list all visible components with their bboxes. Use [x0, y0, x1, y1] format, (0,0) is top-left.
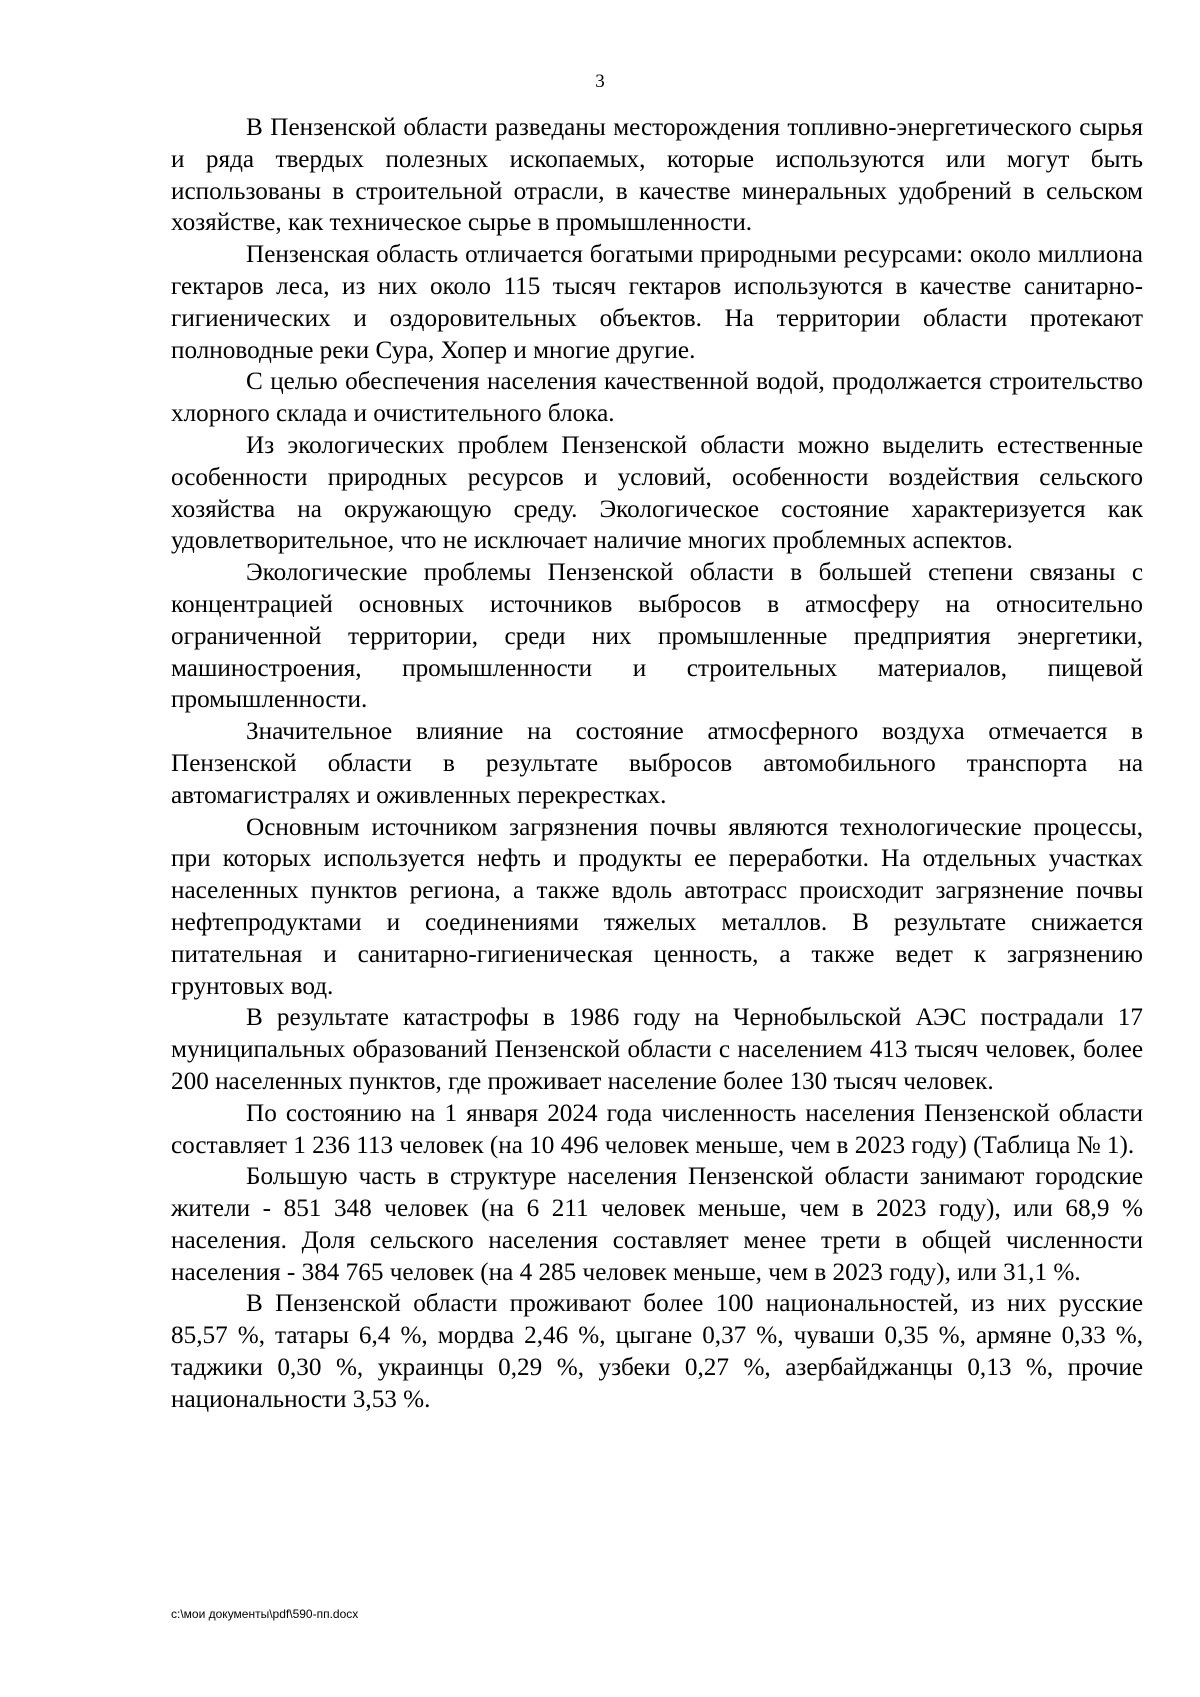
paragraph-natural-resources: Пензенская область отличается богатыми природными ресурсами: около миллиона гектаров леса, из них около 115 тысяч гектаров используются в качестве санитарно-гигиенических и оздоровительных объектов. На территории области протекают полноводные реки Сура, Хопер и многие другие.	[171, 241, 1143, 364]
paragraph-ecological-problems: Из экологических проблем Пензенской области можно выделить естественные особенности природных ресурсов и условий, особенности воздействия сельского хозяйства на окружающую среду. Экологическое состояние характеризуется как удовлетворительное, что не исключает наличие многих проблемных аспектов.	[171, 431, 1143, 555]
paragraph-nationalities: В Пензенской области проживают более 100 национальностей, из них русские 85,57 %, татары 6,4 %, мордва 2,46 %, цыгане 0,37 %, чуваши 0,35 %, армяне 0,33 %, таджики 0,30 %, украинцы 0,29 %, узбеки 0,27 %, азербайджанцы 0,13 %, прочие национальности 3,53 %.	[171, 1290, 1143, 1413]
paragraph-emission-sources: Экологические проблемы Пензенской области в большей степени связаны с концентрацией основных источников выбросов в атмосферу на относительно ограниченной территории, среди них промышленные предприятия энергетики, машиностроения, промышленности и строительных материалов, пищевой промышленности.	[171, 559, 1143, 714]
paragraph-soil-pollution: Основным источником загрязнения почвы являются технологические процессы, при которых используется нефть и продукты ее переработки. На отдельных участках населенных пунктов региона, а также вдоль автотрасс происходит загрязнение почвы нефтепродуктами и соединениями тяжелых металлов. В результате снижается питательная и санитарно-гигиеническая ценность, а также ведет к загрязнению грунтовых вод.	[171, 813, 1143, 1000]
paragraph-urban-rural: Большую часть в структуре населения Пензенской области занимают городские жители - 851 348 человек (на 6 211 человек меньше, чем в 2023 году), или 68,9 % населения. Доля сельского населения составляет менее трети в общей численности населения - 384 765 человек (на 4 285 человек меньше, чем в 2023 году), или 31,1 %.	[171, 1163, 1143, 1286]
paragraph-population-total: По состоянию на 1 января 2024 года численность населения Пензенской области составляет 1 236 113 человек (на 10 496 человек меньше, чем в 2023 году) (Таблица № 1).	[171, 1099, 1143, 1159]
paragraph-mineral-deposits: В Пензенской области разведаны месторождения топливно-энергетического сырья и ряда твердых полезных ископаемых, которые используются или могут быть использованы в строительной отрасли, в качестве минеральных удобрений в сельском хозяйстве, как техническое сырье в промышленности.	[171, 114, 1143, 237]
document-body	[171, 112, 1143, 1416]
paragraph-air-quality: Значительное влияние на состояние атмосферного воздуха отмечается в Пензенской области в результате выбросов автомобильного транспорта на автомагистралях и оживленных перекрестках.	[171, 718, 1143, 809]
paragraph-chernobyl: В результате катастрофы в 1986 году на Чернобыльской АЭС пострадали 17 муниципальных образований Пензенской области с населением 413 тысяч человек, более 200 населенных пунктов, где проживает население более 130 тысяч человек.	[171, 1004, 1143, 1095]
footer-file-path: c:\мои документы\pdf\590-пп.docx	[171, 1607, 359, 1621]
page-number: 3	[595, 71, 605, 92]
paragraph-water-supply: С целью обеспечения населения качественной водой, продолжается строительство хлорного склада и очистительного блока.	[171, 368, 1143, 428]
